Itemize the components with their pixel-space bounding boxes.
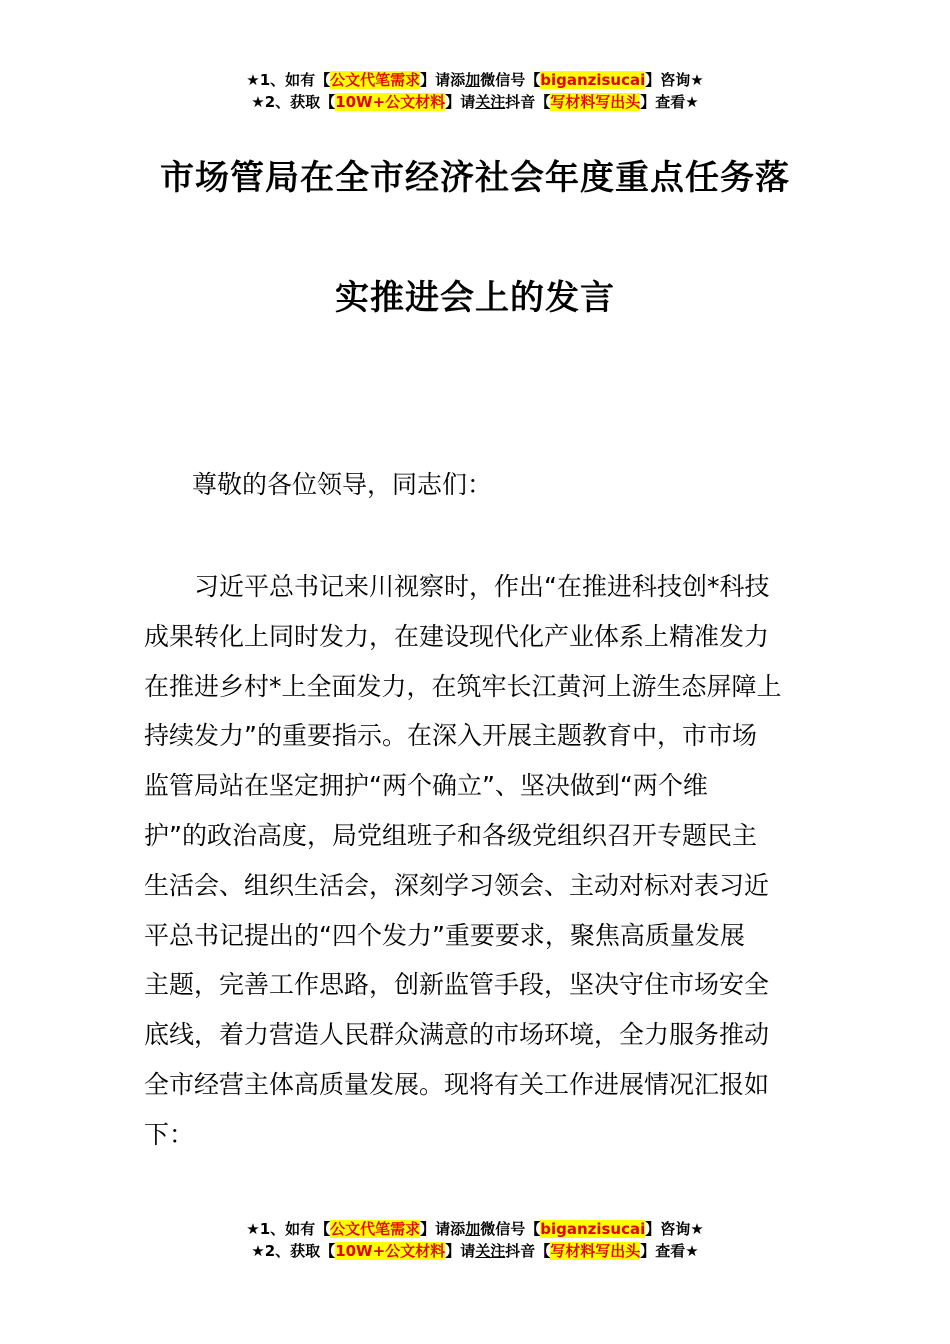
document-title-line-1: 市场管局在全市经济社会年度重点任务落 (160, 158, 790, 198)
salutation: 尊敬的各位领导，同志们： (192, 470, 493, 499)
body-line: 在推进乡村*上全面发力，在筑牢长江黄河上游生态屏障上 (144, 671, 782, 701)
promo-text: 】请添 (420, 71, 466, 89)
promo-highlight: 写材料写出头 (550, 1242, 641, 1260)
body-line: 护”的政治高度，局党组班子和各级党组织召开专题民主 (144, 820, 757, 850)
promo-highlight: 公文代笔需求 (330, 71, 421, 89)
promo-highlight: biganzisucai (540, 71, 646, 89)
promo-line-1 (0, 69, 950, 91)
promo-underline: 关注 (475, 93, 506, 111)
promo-underline: 加 (465, 1220, 481, 1238)
promo-text: ★1、如有【 (246, 1220, 331, 1238)
promo-highlight: 写材料写出头 (550, 93, 641, 111)
promo-highlight: 10W+公文材料 (335, 1242, 446, 1260)
promo-text: 】请添 (420, 1220, 466, 1238)
promo-text: 】请 (445, 1242, 476, 1260)
promo-text: 】请 (445, 93, 476, 111)
promo-highlight: biganzisucai (540, 1220, 646, 1238)
body-line: 下： (144, 1119, 195, 1149)
promo-line-2 (0, 91, 950, 113)
body-line: 监管局站在坚定拥护“两个确立”、坚决做到“两个维 (144, 771, 708, 801)
promo-text: 微信号【 (480, 1220, 541, 1238)
promo-text: ★1、如有【 (246, 71, 331, 89)
body-line: 持续发力”的重要指示。在深入开展主题教育中，市市场 (144, 721, 757, 751)
body-line: 底线，着力营造人民群众满意的市场环境，全力服务推动 (144, 1020, 770, 1050)
promo-line-2 (0, 1240, 950, 1262)
body-line: 主题，完善工作思路，创新监管手段，坚决守住市场安全 (144, 970, 770, 1000)
body-line: 成果转化上同时发力，在建设现代化产业体系上精准发力 (144, 621, 770, 651)
body-line: 生活会、组织生活会，深刻学习领会、主动对标对表习近 (144, 870, 770, 900)
promo-text: 抖音【 (505, 93, 551, 111)
promo-banner-top (0, 69, 950, 113)
promo-text: ★2、获取【 (251, 1242, 336, 1260)
promo-text: 】查看★ (640, 1242, 699, 1260)
promo-text: ★2、获取【 (251, 93, 336, 111)
promo-text: 】查看★ (640, 93, 699, 111)
promo-highlight: 公文代笔需求 (330, 1220, 421, 1238)
promo-line-1 (0, 1218, 950, 1240)
promo-underline: 加 (465, 71, 481, 89)
body-paragraph (144, 562, 809, 1160)
promo-text: 微信号【 (480, 71, 541, 89)
body-line: 全市经营主体高质量发展。现将有关工作进展情况汇报如 (144, 1069, 770, 1099)
promo-text: 】咨询★ (645, 71, 704, 89)
document-title-line-2: 实推进会上的发言 (335, 278, 615, 318)
promo-banner-bottom (0, 1218, 950, 1262)
promo-highlight: 10W+公文材料 (335, 93, 446, 111)
body-line: 平总书记提出的“四个发力”重要要求，聚焦高质量发展 (144, 920, 745, 950)
body-line: 习近平总书记来川视察时，作出“在推进科技创*科技 (194, 572, 770, 601)
promo-text: 】咨询★ (645, 1220, 704, 1238)
promo-underline: 关注 (475, 1242, 506, 1260)
promo-text: 抖音【 (505, 1242, 551, 1260)
